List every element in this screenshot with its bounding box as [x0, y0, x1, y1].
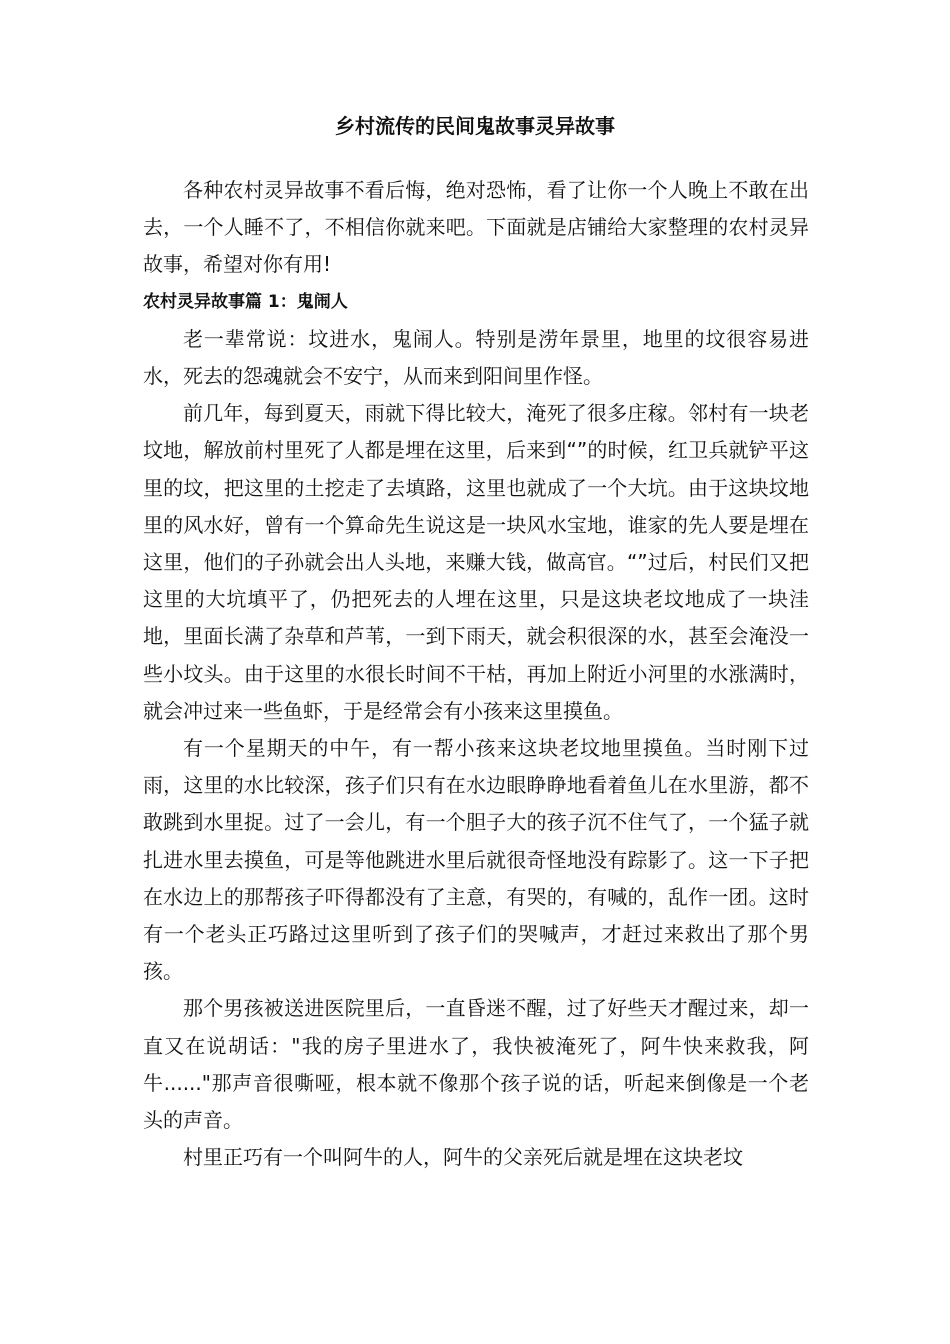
body-paragraph-3: 有一个星期天的中午，有一帮小孩来这块老坟地里摸鱼。当时刚下过雨，这里的水比较深，孩子们只有在水边眼睁睁地看着鱼儿在水里游，都不敢跳到水里捉。过了一会儿，有一个胆子大的孩子沉不住气了，一个猛子就扎进水里去摸鱼，可是等他跳进水里后就很奇怪地没有踪影了。这一下子把在水边上的那帮孩子吓得都没有了主意，有哭的，有喊的，乱作一团。这时有一个老头正巧路过这里听到了孩子们的哭喊声，才赶过来救出了那个男孩。 — [143, 736, 809, 984]
document-title: 乡村流传的民间鬼故事灵异故事 — [335, 114, 615, 138]
body-paragraph-4: 那个男孩被送进医院里后，一直昏迷不醒，过了好些天才醒过来，却一直又在说胡话："我的房子里进水了，我快被淹死了，阿牛快来救我，阿牛......"那声音很嘶哑，根本就不像那个孩子说的话，听起来倒像是一个老头的声音。 — [143, 996, 809, 1133]
body-paragraph-1: 老一辈常说：坟进水，鬼闹人。特别是涝年景里，地里的坟很容易进水，死去的怨魂就会不安宁，从而来到阳间里作怪。 — [143, 326, 809, 389]
body-paragraph-5: 村里正巧有一个叫阿牛的人，阿牛的父亲死后就是埋在这块老坟 — [183, 1145, 743, 1170]
intro-paragraph: 各种农村灵异故事不看后悔，绝对恐怖，看了让你一个人晚上不敢在出去，一个人睡不了，不相信你就来吧。下面就是店铺给大家整理的农村灵异故事，希望对你有用! — [143, 178, 809, 277]
section-heading: 农村灵异故事篇 1：鬼闹人 — [143, 291, 348, 312]
document-body — [143, 172, 809, 1176]
body-paragraph-2: 前几年，每到夏天，雨就下得比较大，淹死了很多庄稼。邻村有一块老坟地，解放前村里死了人都是埋在这里，后来到“”的时候，红卫兵就铲平这里的坟，把这里的土挖走了去填路，这里也就成了一个大坑。由于这块坟地里的风水好，曾有一个算命先生说这是一块风水宝地，谁家的先人要是埋在这里，他们的子孙就会出人头地，来赚大钱，做高官。“”过后，村民们又把这里的大坑填平了，仍把死去的人埋在这里，只是这块老坟地成了一块洼地，里面长满了杂草和芦苇，一到下雨天，就会积很深的水，甚至会淹没一些小坟头。由于这里的水很长时间不干枯，再加上附近小河里的水涨满时，就会冲过来一些鱼虾，于是经常会有小孩来这里摸鱼。 — [143, 401, 809, 723]
